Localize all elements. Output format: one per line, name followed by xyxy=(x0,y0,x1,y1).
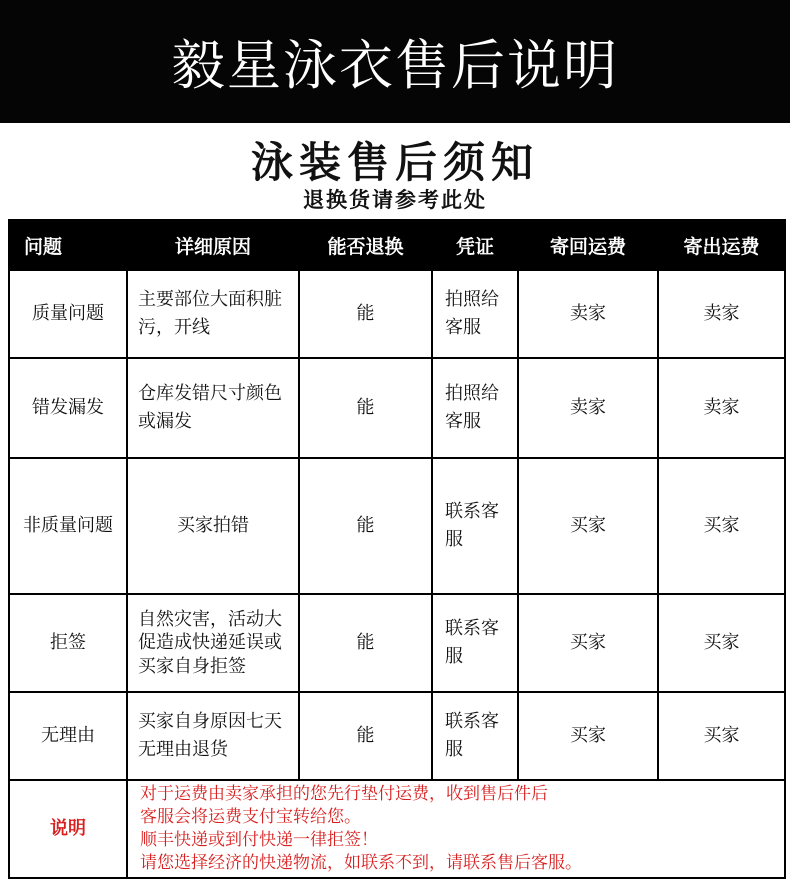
proof-cell: 联系客服 xyxy=(432,692,518,780)
issue-cell: 无理由 xyxy=(9,692,127,780)
returnable-cell: 能 xyxy=(299,594,432,692)
reason-cell: 仓库发错尺寸颜色或漏发 xyxy=(127,358,299,458)
header-reason: 详细原因 xyxy=(127,220,299,270)
returnable-cell: 能 xyxy=(299,270,432,358)
issue-cell: 非质量问题 xyxy=(9,458,127,594)
issue-cell: 质量问题 xyxy=(9,270,127,358)
header-return-shipping: 寄回运费 xyxy=(518,220,658,270)
return-shipping-cell: 卖家 xyxy=(518,270,658,358)
banner-title: 毅星泳衣售后说明 xyxy=(171,34,619,97)
send-shipping-cell: 买家 xyxy=(658,594,785,692)
return-shipping-cell: 买家 xyxy=(518,594,658,692)
proof-cell: 联系客服 xyxy=(432,594,518,692)
returnable-cell: 能 xyxy=(299,692,432,780)
reason-cell: 主要部位大面积脏污，开线 xyxy=(127,270,299,358)
returnable-cell: 能 xyxy=(299,458,432,594)
note-line: 顺丰快递或到付快递一律拒签！ xyxy=(140,830,378,850)
table-row xyxy=(9,358,785,458)
header-proof: 凭证 xyxy=(432,220,518,270)
banner xyxy=(0,0,790,123)
table-row xyxy=(9,594,785,692)
after-sales-table xyxy=(8,219,786,879)
note-line: 对于运费由卖家承担的您先行垫付运费，收到售后件后 xyxy=(140,784,548,805)
page-title: 泳装售后须知 xyxy=(250,138,539,187)
send-shipping-cell: 卖家 xyxy=(658,270,785,358)
issue-cell: 错发漏发 xyxy=(9,358,127,458)
note-line: 请您选择经济的快递物流，如联系不到，请联系售后客服。 xyxy=(140,852,582,873)
reason-cell: 买家自身原因七天无理由退货 xyxy=(127,692,299,780)
header-send-shipping: 寄出运费 xyxy=(658,220,785,270)
header-issue: 问题 xyxy=(9,220,127,270)
table-row xyxy=(9,692,785,780)
note-line: 客服会将运费支付宝转给您。 xyxy=(140,807,361,828)
send-shipping-cell: 买家 xyxy=(658,692,785,780)
note-label: 说明 xyxy=(9,780,127,878)
table-row xyxy=(9,270,785,358)
table-header-row xyxy=(9,220,785,270)
note-text xyxy=(127,780,785,878)
table-row xyxy=(9,458,785,594)
header-returnable: 能否退换 xyxy=(299,220,432,270)
return-shipping-cell: 卖家 xyxy=(518,358,658,458)
reason-cell: 买家拍错 xyxy=(127,458,299,594)
return-shipping-cell: 买家 xyxy=(518,458,658,594)
send-shipping-cell: 卖家 xyxy=(658,358,785,458)
note-row xyxy=(9,780,785,878)
proof-cell: 拍照给客服 xyxy=(432,358,518,458)
proof-cell: 联系客服 xyxy=(432,458,518,594)
issue-cell: 拒签 xyxy=(9,594,127,692)
page-subtitle: 退换货请参考此处 xyxy=(303,188,487,212)
reason-cell: 自然灾害，活动大促造成快递延误或买家自身拒签 xyxy=(127,594,299,692)
return-shipping-cell: 买家 xyxy=(518,692,658,780)
send-shipping-cell: 买家 xyxy=(658,458,785,594)
returnable-cell: 能 xyxy=(299,358,432,458)
proof-cell: 拍照给客服 xyxy=(432,270,518,358)
